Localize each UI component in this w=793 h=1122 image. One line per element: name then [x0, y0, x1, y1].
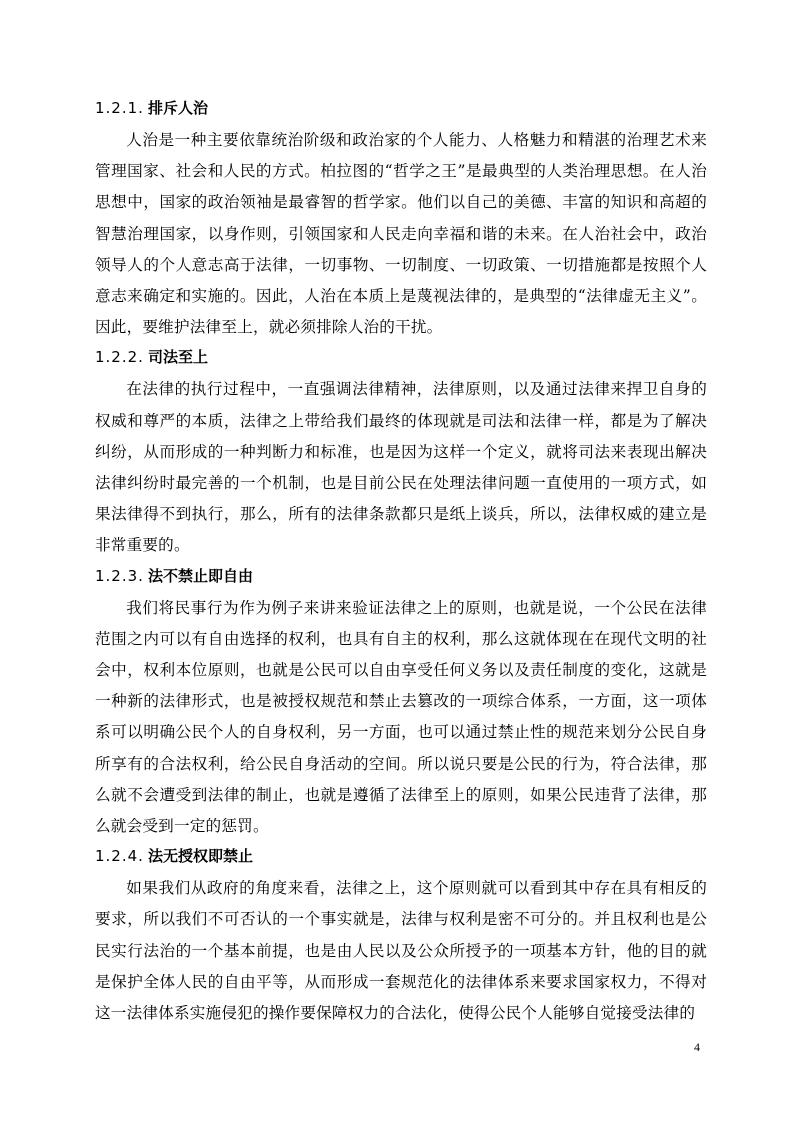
page-number: 4: [694, 1040, 700, 1054]
section-heading-1-2-4: [95, 844, 707, 869]
section-heading-1-2-2: [95, 345, 707, 370]
section-heading-1-2-1: [95, 96, 707, 121]
section-number: 1.2.2.: [95, 348, 144, 367]
section-paragraph: 在法律的执行过程中，一直强调法律精神，法律原则，以及通过法律来捍卫自身的权威和尊严的本质，法律之上带给我们最终的体现就是司法和法律一样，都是为了解决纠纷，从而形成的一种判断力和标准，也是因为这样一个定义，就将司法来表现出解决法律纠纷时最完善的一个机制，也是目前公民在处理法律问题一直使用的一项方式，如果法律得不到执行，那么，所有的法律条款都只是纸上谈兵，所以，法律权威的建立是非常重要的。: [95, 380, 707, 555]
document-page: [95, 96, 707, 1029]
section-title: 司法至上: [147, 348, 208, 367]
section-number: 1.2.1.: [95, 99, 144, 117]
section-number: 1.2.3.: [95, 566, 144, 585]
section-title: 排斥人治: [147, 99, 208, 117]
section-number: 1.2.4.: [95, 847, 144, 866]
section-paragraph: 如果我们从政府的角度来看，法律之上，这个原则就可以看到其中存在具有相反的要求，所以我们不可否认的一个事实就是，法律与权利是密不可分的。并且权利也是公民实行法治的一个基本前提，也是由人民以及公众所授予的一项基本方针，他的目的就是保护全体人民的自由平等，从而形成一套规范化的法律体系来要求国家权力，不得对这一法律体系实施侵犯的操作要保障权力的合法化，使得公民个人能够自觉接受法律的: [95, 879, 707, 1023]
section-paragraph: 我们将民事行为作为例子来讲来验证法律之上的原则，也就是说，一个公民在法律范围之内可以有自由选择的权利，也具有自主的权利，那么这就体现在在现代文明的社会中，权利本位原则，也就是公民可以自由享受任何义务以及责任制度的变化，这就是一种新的法律形式，也是被授权规范和禁止去篡改的一项综合体系，一方面，这一项体系可以明确公民个人的自身权利，另一方面，也可以通过禁止性的规范来划分公民自身所享有的合法权利，给公民自身活动的空间。所以说只要是公民的行为，符合法律，那么就不会遭受到法律的制止，也就是遵循了法律至上的原则，如果公民违背了法律，那么就会受到一定的惩罚。: [95, 598, 707, 836]
section-paragraph: 人治是一种主要依靠统治阶级和政治家的个人能力、人格魅力和精湛的治理艺术来管理国家、社会和人民的方式。柏拉图的“哲学之王”是最典型的人类治理思想。在人治思想中，国家的政治领袖是最睿智的哲学家。他们以自己的美德、丰富的知识和高超的智慧治理国家，以身作则，引领国家和人民走向幸福和谐的未来。在人治社会中，政治领导人的个人意志高于法律，一切事物、一切制度、一切政策、一切措施都是按照个人意志来确定和实施的。因此，人治在本质上是蔑视法律的，是典型的“法律虚无主义”。因此，要维护法律至上，就必须排除人治的干扰。: [95, 131, 707, 337]
section-heading-1-2-3: [95, 564, 707, 589]
section-title: 法无授权即禁止: [147, 847, 253, 866]
section-title: 法不禁止即自由: [147, 566, 253, 585]
